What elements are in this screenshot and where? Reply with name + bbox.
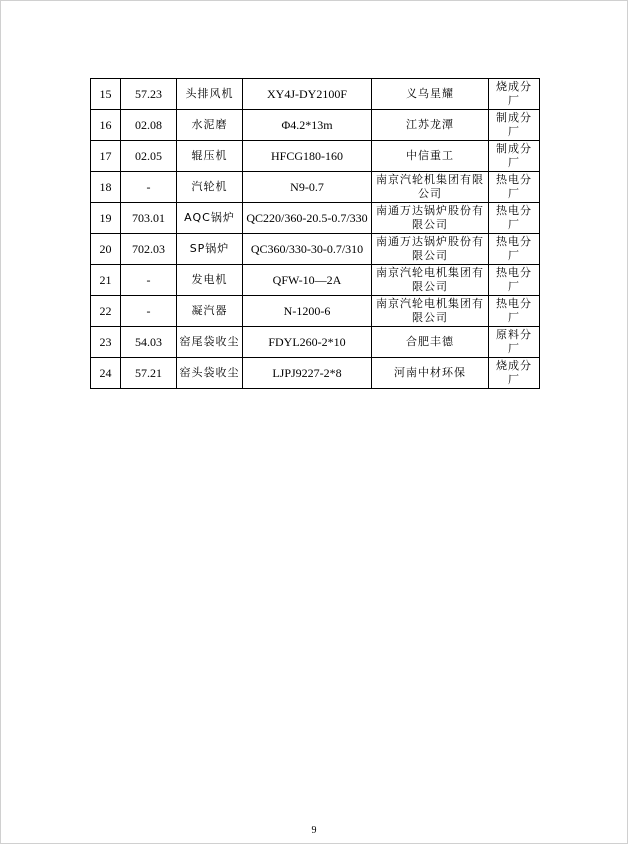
table-row	[91, 172, 540, 203]
cell-serial-number: 20	[91, 234, 121, 265]
cell-department: 热电分厂	[489, 265, 540, 296]
cell-department: 原料分厂	[489, 327, 540, 358]
page-number: 9	[311, 825, 317, 836]
cell-equipment-code: -	[121, 265, 177, 296]
cell-department: 热电分厂	[489, 234, 540, 265]
cell-serial-number: 15	[91, 79, 121, 110]
table-row	[91, 296, 540, 327]
cell-equipment-code: 57.21	[121, 358, 177, 389]
equipment-table	[90, 78, 540, 389]
cell-serial-number: 16	[91, 110, 121, 141]
cell-department: 烧成分厂	[489, 358, 540, 389]
cell-equipment-name: 汽轮机	[177, 172, 243, 203]
cell-manufacturer: 江苏龙潭	[372, 110, 489, 141]
cell-department: 烧成分厂	[489, 79, 540, 110]
table-row	[91, 234, 540, 265]
cell-manufacturer: 中信重工	[372, 141, 489, 172]
cell-manufacturer: 南京汽轮机集团有限公司	[372, 172, 489, 203]
cell-department: 热电分厂	[489, 172, 540, 203]
cell-equipment-code: 54.03	[121, 327, 177, 358]
table-row	[91, 79, 540, 110]
cell-serial-number: 18	[91, 172, 121, 203]
cell-model: QFW-10—2A	[243, 265, 372, 296]
cell-equipment-name: 窑尾袋收尘	[177, 327, 243, 358]
cell-model: Φ4.2*13m	[243, 110, 372, 141]
cell-equipment-code: -	[121, 172, 177, 203]
cell-equipment-name: 头排风机	[177, 79, 243, 110]
cell-equipment-name: SP锅炉	[177, 234, 243, 265]
equipment-table-body	[91, 79, 540, 389]
cell-serial-number: 24	[91, 358, 121, 389]
cell-manufacturer: 南京汽轮电机集团有限公司	[372, 265, 489, 296]
table-row	[91, 141, 540, 172]
cell-model: FDYL260-2*10	[243, 327, 372, 358]
cell-model: XY4J-DY2100F	[243, 79, 372, 110]
cell-manufacturer: 南京汽轮电机集团有限公司	[372, 296, 489, 327]
table-row	[91, 203, 540, 234]
cell-equipment-code: 02.05	[121, 141, 177, 172]
cell-department: 热电分厂	[489, 296, 540, 327]
cell-equipment-name: 水泥磨	[177, 110, 243, 141]
cell-equipment-code: 57.23	[121, 79, 177, 110]
cell-manufacturer: 合肥丰德	[372, 327, 489, 358]
cell-equipment-code: 703.01	[121, 203, 177, 234]
cell-serial-number: 22	[91, 296, 121, 327]
table-row	[91, 265, 540, 296]
cell-equipment-name: AQC锅炉	[177, 203, 243, 234]
cell-model: QC220/360-20.5-0.7/330	[243, 203, 372, 234]
cell-department: 制成分厂	[489, 141, 540, 172]
cell-model: HFCG180-160	[243, 141, 372, 172]
cell-equipment-name: 凝汽器	[177, 296, 243, 327]
cell-equipment-name: 发电机	[177, 265, 243, 296]
cell-model: LJPJ9227-2*8	[243, 358, 372, 389]
cell-serial-number: 19	[91, 203, 121, 234]
cell-model: N-1200-6	[243, 296, 372, 327]
table-row	[91, 327, 540, 358]
cell-equipment-code: -	[121, 296, 177, 327]
cell-model: N9-0.7	[243, 172, 372, 203]
cell-equipment-name: 窑头袋收尘	[177, 358, 243, 389]
table-row	[91, 110, 540, 141]
cell-equipment-name: 辊压机	[177, 141, 243, 172]
cell-department: 制成分厂	[489, 110, 540, 141]
cell-serial-number: 23	[91, 327, 121, 358]
cell-model: QC360/330-30-0.7/310	[243, 234, 372, 265]
cell-manufacturer: 义乌星耀	[372, 79, 489, 110]
cell-department: 热电分厂	[489, 203, 540, 234]
cell-equipment-code: 02.08	[121, 110, 177, 141]
cell-manufacturer: 河南中材环保	[372, 358, 489, 389]
cell-serial-number: 21	[91, 265, 121, 296]
cell-manufacturer: 南通万达锅炉股份有限公司	[372, 234, 489, 265]
table-row	[91, 358, 540, 389]
cell-serial-number: 17	[91, 141, 121, 172]
cell-equipment-code: 702.03	[121, 234, 177, 265]
cell-manufacturer: 南通万达锅炉股份有限公司	[372, 203, 489, 234]
